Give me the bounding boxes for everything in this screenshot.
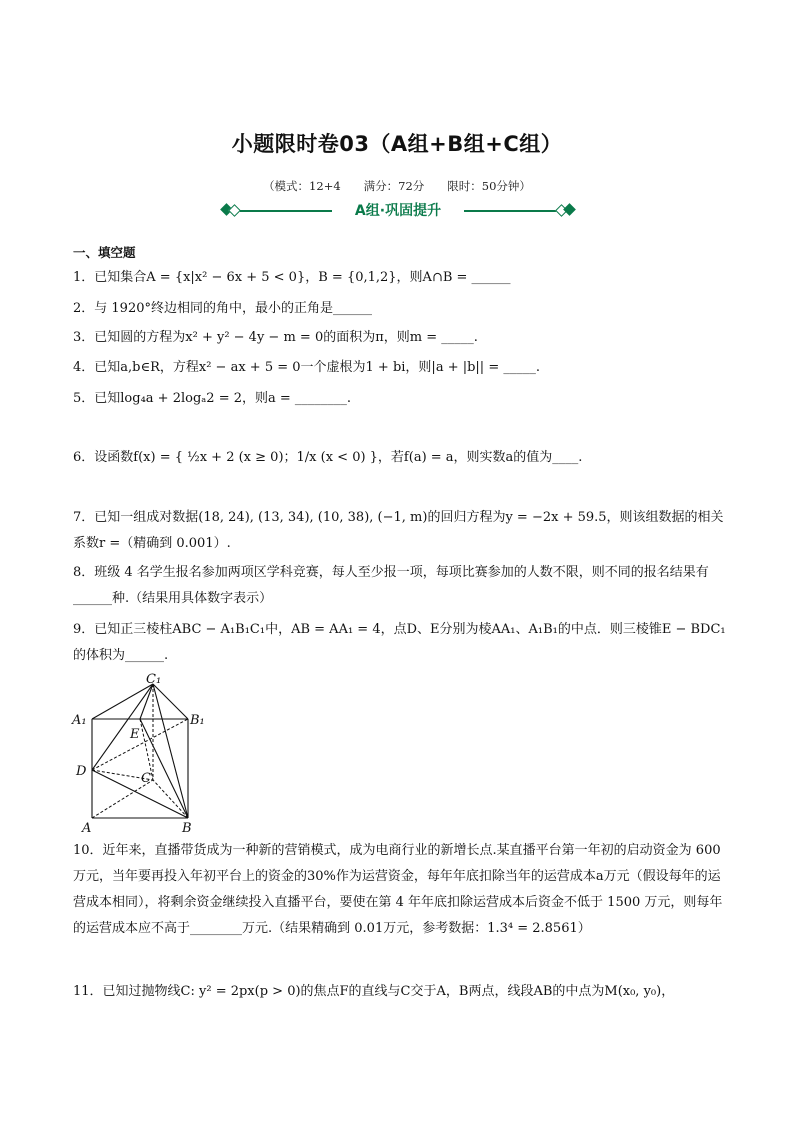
label-D: D: [76, 764, 87, 779]
question-4: 4．已知a,b∈R，方程x² − ax + 5 = 0一个虚根为1 + bi，则|a + |b|| = _____.: [73, 360, 540, 375]
question-5: 5．已知log₄a + 2logₐ2 = 2，则a = ________.: [73, 391, 352, 406]
prism-figure: [70, 672, 210, 837]
question-2: 2．与 1920°终边相同的角中，最小的正角是______: [73, 301, 372, 316]
banner-label: A组·巩固提升: [354, 203, 442, 219]
label-B1: B₁: [190, 713, 205, 728]
label-C: C: [141, 771, 151, 786]
label-C1: C₁: [146, 672, 162, 687]
question-3: 3．已知圆的方程为x² + y² − 4y − m = 0的面积为π，则m = _____.: [73, 330, 478, 345]
label-E: E: [130, 727, 140, 742]
label-A1: A₁: [72, 713, 87, 728]
question-11: 11．已知过抛物线C: y² = 2px(p > 0)的焦点F的直线与C交于A，B两点，线段AB的中点为M(x₀, y₀)，: [73, 984, 675, 999]
question-10: 10．近年来，直播带货成为一种新的营销模式，成为电商行业的新增长点.某直播平台第一年初的启动资金为 600万元，当年要再投入年初平台上的资金的30%作为运营资金，每年年底扣除当年的运营成本a万元（假设每年的运营成本相同），将剩余资金继续投入直播平台，要使在第 4 年年底扣除运营成本后资金不低于 1500 万元，则每年的运营成本应不高于________万元.（结果精确到 0.01万元，参考数据：1.3⁴ = 2.8561）: [73, 843, 723, 936]
question-6: 6．设函数f(x) = { ½x + 2 (x ≥ 0)；1/x (x < 0) }，若f(a) = a，则实数a的值为____.: [73, 450, 583, 465]
exam-info: （模式：12+4 满分：72分 限时：50分钟）: [263, 179, 531, 193]
label-A: A: [82, 821, 92, 836]
page-title: 小题限时卷03（A组+B组+C组）: [231, 132, 563, 156]
question-7: 7．已知一组成对数据(18, 24), (13, 34), (10, 38), (−1, m)的回归方程为y = −2x + 59.5，则该组数据的相关系数r =（精确到 0.001）.: [73, 510, 724, 551]
question-1: 1．已知集合A = {x|x² − 6x + 5 < 0}，B = {0,1,2}，则A∩B = ______: [73, 270, 511, 285]
label-B: B: [182, 821, 192, 836]
banner-line-right: [464, 210, 556, 212]
section-banner: [218, 200, 578, 222]
section-heading: 一、填空题: [73, 245, 136, 260]
question-9: 9．已知正三棱柱ABC − A₁B₁C₁中，AB = AA₁ = 4，点D、E分别为棱AA₁、A₁B₁的中点．则三棱锥E − BDC₁的体积为______.: [73, 622, 726, 663]
question-8: 8．班级 4 名学生报名参加两项区学科竞赛，每人至少报一项，每项比赛参加的人数不限，则不同的报名结果有______种.（结果用具体数字表示）: [73, 565, 709, 606]
